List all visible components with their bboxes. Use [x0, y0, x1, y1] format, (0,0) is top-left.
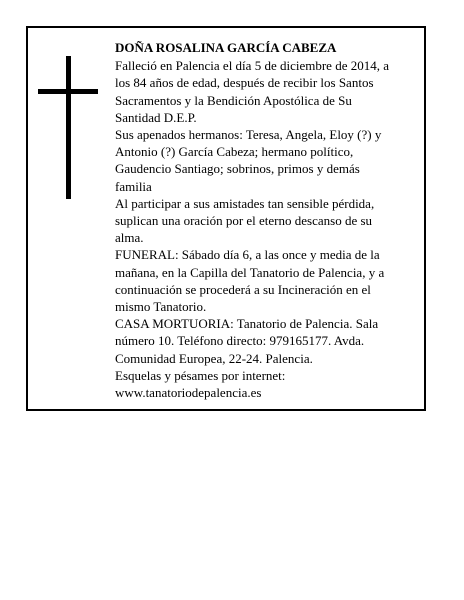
cross-vertical-bar: [66, 56, 71, 199]
obituary-notice: [26, 26, 426, 411]
cross-icon: [38, 56, 98, 199]
family-mourners: Sus apenados hermanos: Teresa, Angela, Eloy (?) y Antonio (?) García Cabeza; hermano político, Gaudencio Santiago; sobrinos, primos y demás familia: [115, 127, 382, 194]
funeral-home-details: CASA MORTUORIA: Tanatorio de Palencia. Sala número 10. Teléfono directo: 979165177. Avda. Comunidad Europea, 22-24. Palencia.: [115, 316, 379, 366]
death-announcement: Falleció en Palencia el día 5 de diciembre de 2014, a los 84 años de edad, después de recibir los Santos Sacramentos y la Bendición Apostólica de Su Santidad D.E.P.: [115, 58, 389, 125]
prayer-request: Al participar a sus amistades tan sensible pérdida, suplican una oración por el eterno descanso de su alma.: [115, 195, 375, 246]
funeral-details: FUNERAL: Sábado día 6, a las once y media de la mañana, en la Capilla del Tanatorio de Palencia, y a continuación se procederá a su Incineración en el mismo Tanatorio.: [115, 247, 385, 315]
cross-horizontal-bar: [38, 89, 98, 94]
obituary-text: [115, 39, 395, 401]
deceased-name: DOÑA ROSALINA GARCÍA CABEZA: [115, 40, 337, 55]
online-condolences: Esquelas y pésames por internet: www.tanatoriodepalencia.es: [115, 367, 286, 401]
